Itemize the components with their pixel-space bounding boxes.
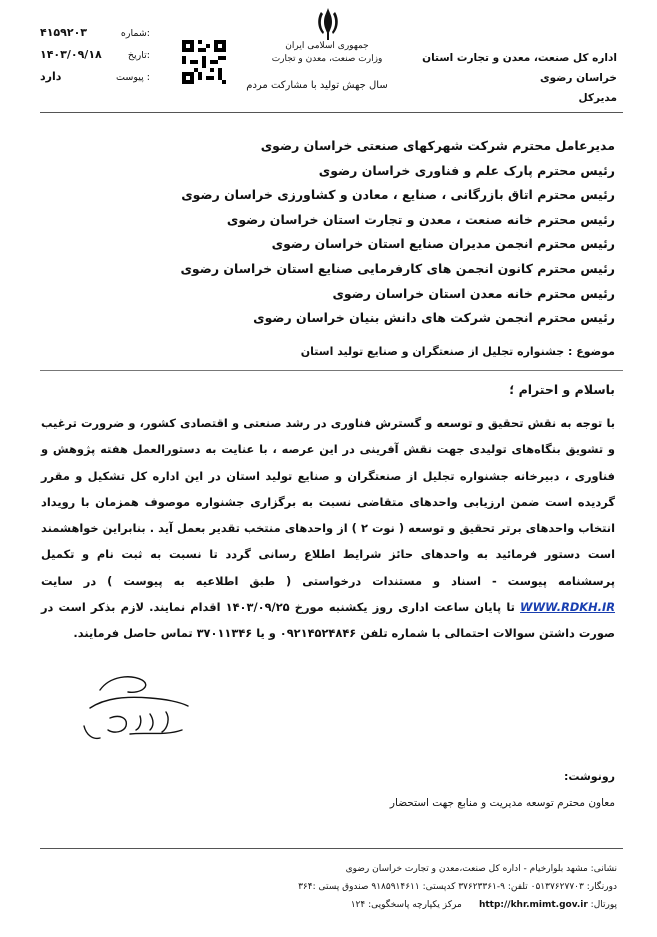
portal-label: پورتال:	[590, 900, 617, 910]
letter-date-label: تاریخ:	[127, 50, 150, 61]
letter-number: ۴۱۵۹۲۰۳	[40, 26, 87, 39]
footer-portal-row	[77, 896, 617, 914]
recipient-list	[55, 134, 615, 331]
subject-divider	[40, 370, 623, 371]
letter-metadata	[40, 26, 150, 92]
recipient-line: رئیس محترم انجمن شرکت های دانش بنیان خراسان رضوی	[253, 310, 615, 326]
header-divider	[40, 112, 623, 113]
recipient-line: رئیس محترم انجمن مدیران صنایع استان خراسان رضوی	[271, 236, 615, 252]
department-name: اداره کل صنعت، معدن و تجارت استان خراسان رضوی	[422, 52, 617, 84]
recipient-line: رئیس محترم خانه معدن استان خراسان رضوی	[332, 285, 615, 301]
department-header	[387, 48, 617, 108]
website-link[interactable]: WWW.RDKH.IR	[520, 600, 615, 615]
recipient-line: رئیس محترم خانه صنعت ، معدن و تجارت استان خراسان رضوی	[226, 211, 615, 227]
department-role: مدیرکل	[578, 92, 617, 104]
ministry-title	[262, 40, 392, 66]
letter-date-row	[40, 48, 150, 70]
portal-url[interactable]: http://khr.mimt.gov.ir	[478, 900, 588, 910]
body-text-part1: با توجه به نقش تحقیق و توسعه و گسترش فناوری در رشد صنعتی و اقتصادی کشور، و ضرورت ترغیب و تشویق بنگاه‌های تولیدی جهت نقش آفرینی در این عرصه ، با عنایت به دستورالعمل هفته پژوهش و فناوری ، دبیرخانه جشنواره تجلیل از صنعتگران و صنایع تولید استان در این اداره کل تشکیل و مقرر گردیده است ضمن ارزیابی واحدهای متقاضی نسبت به برگزاری جشنواره موصوف همزمان با رویداد انتخاب واحدهای برتر تحقیق و توسعه ( نوت ۲ ) از واحدهای منتخب تقدیر بعمل آید . بنابراین خواهشمند است دستور فرمائید به واحدهای حائز شرایط اطلاع رسانی گردد تا نسبت به ثبت نام و تکمیل پرسشنامه پیوست - اسناد و مستندات درخواستی ( طبق اطلاعیه به پیوست ) در سایت	[41, 416, 615, 588]
letter-date: ۱۴۰۳/۰۹/۱۸	[40, 48, 102, 61]
qr-code	[182, 40, 226, 84]
letter-attachment-row	[40, 70, 150, 92]
handwritten-signature	[70, 668, 200, 748]
footer-address: نشانی: مشهد بلوارخیام - اداره کل صنعت،معدن و تجارت خراسان رضوی	[345, 864, 617, 874]
ministry-name: وزارت صنعت، معدن و تجارت	[271, 54, 383, 64]
greeting: باسلام و احترام ؛	[509, 382, 615, 397]
call-center: مرکز یکپارچه پاسخگویی: ۱۲۴	[350, 900, 462, 910]
footer	[77, 860, 617, 914]
letter-attachment-label: پیوست :	[116, 72, 150, 83]
letter-body	[41, 410, 615, 647]
recipient-line: رئیس محترم اتاق بازرگانی ، صنایع ، معادن و کشاورزی خراسان رضوی	[181, 187, 615, 203]
recipient-line: رئیس محترم کانون انجمن های کارفرمایی صنایع استان خراسان رضوی	[180, 260, 615, 276]
letter-attachment: دارد	[40, 70, 62, 83]
ministry-country: جمهوری اسلامی ایران	[285, 41, 369, 51]
body-text-part2: تا پایان ساعت اداری روز یکشنبه مورخ ۱۴۰۳/۰۹/۲۵ اقدام نمایند. لازم بذکر است در صورت داشتن سوالات احتمالی با شماره تلفن ۰۹۲۱۴۵۲۴۸۴۶ و یا ۳۷۰۱۱۳۴۶ تماس حاصل فرمایند.	[41, 600, 615, 641]
recipient-line: مدیرعامل محترم شرکت شهرکهای صنعتی خراسان رضوی	[260, 138, 615, 153]
footer-phones: دورنگار: ۰۵۱۳۷۶۲۷۷۰۳ تلفن: ۹-۳۷۶۲۳۳۶۱ کدپستی: ۹۱۸۵۹۱۴۶۱۱ صندوق پستی :۳۶۴	[298, 882, 617, 892]
cc-recipient: معاون محترم توسعه مدیریت و منابع جهت استحضار	[389, 797, 615, 809]
recipient-line: رئیس محترم پارک علم و فناوری خراسان رضوی	[318, 162, 615, 178]
letter-number-label: شماره:	[120, 28, 150, 39]
iran-emblem-icon	[312, 6, 344, 42]
letter-number-row	[40, 26, 150, 48]
cc-title: رونوشت:	[563, 770, 615, 783]
year-slogan: سال جهش تولید با مشارکت مردم	[246, 80, 388, 91]
footer-divider	[40, 848, 623, 849]
letter-subject: موضوع : جشنواره تجلیل از صنعتگران و صنایع تولید استان	[300, 345, 615, 358]
